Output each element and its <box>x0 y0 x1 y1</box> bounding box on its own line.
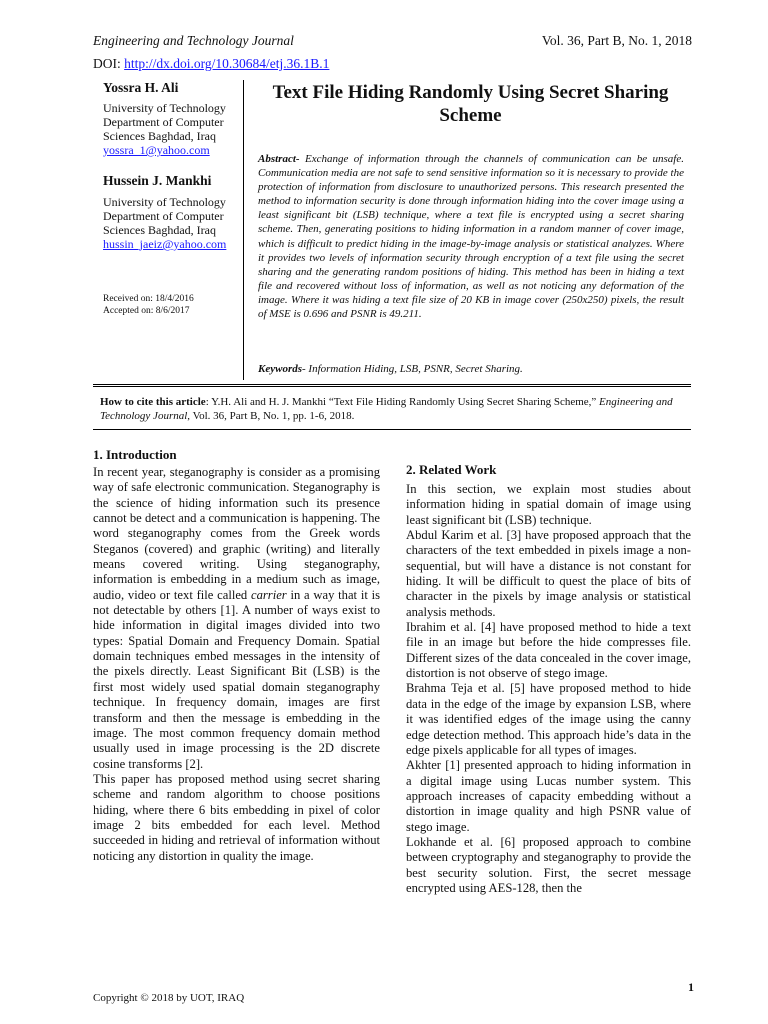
paragraph: Lokhande et al. [6] proposed approach to combine between cryptography and steganography to provide the best security solution. First, the secret message encrypted using AES-128, then the <box>406 834 691 895</box>
italic-term: carrier <box>251 587 287 602</box>
abstract <box>258 152 684 321</box>
horizontal-divider <box>93 386 691 387</box>
author-email-link[interactable]: yossra_1@yahoo.com <box>103 143 210 157</box>
citation-box <box>100 395 685 423</box>
paper-title: Text File Hiding Randomly Using Secret Sharing Scheme <box>272 82 669 126</box>
page-number: 1 <box>688 980 694 994</box>
abstract-text: Exchange of information through the channels of communication can be unsafe. Communication media are not safe to send sensitive information so it is necessary to provide the protection of information from disclosure to unauthorized persons. This research presented the method to information security is done through information hiding into the cover image using a least significant bit (LSB) technique, where a text file is encrypted using a secret sharing scheme. Then, generating positions to hiding information in a random manner of cover image, which is difficult to predict hiding in the image-by-image analysis or statistical analyzes. Where it provides two levels of information security through encryption of a text file using the secret sharing and the generating random positions of hiding. This method has been in hiding a text file and recovered without loss of information, as well as not noticing any deformation of the image. Where it was hiding a text file size of 20 KB in image cover (250x250) pixels, the result of MSE is 0.696 and PSNR is 49.211. <box>258 153 684 321</box>
author-affiliation <box>103 101 243 157</box>
paragraph: Abdul Karim et al. [3] have proposed approach that the characters of the text embedded in pixels image a non-sequential, but will have a distance is not constant for hiding. It will be difficult to quest the place of bits of character in the pixels by image analysis or statistical analysis methods. <box>406 528 691 619</box>
author-block-1 <box>103 80 243 157</box>
author-block-2 <box>103 173 243 251</box>
paragraph <box>93 465 380 772</box>
paragraph: This paper has proposed method using secret sharing scheme and random algorithm to choose positions hiding, where there 6 bits embedding in pixel of color image 2 bits embedded for each level. Method succeeded in hiding and retrieval of information without noticing any distortion in quality the image. <box>93 771 380 863</box>
citation-details: , Vol. 36, Part B, No. 1, pp. 1-6, 2018. <box>187 410 355 422</box>
paragraph: In this section, we explain most studies about information hiding in spatial domain of image using least significant bit (LSB) technique. <box>406 482 691 527</box>
doi-link[interactable]: http://dx.doi.org/10.30684/etj.36.1B.1 <box>124 56 330 71</box>
received-date: Received on: 18/4/2016 <box>103 294 194 304</box>
citation-journal: Engineering and Technology Journal <box>100 396 673 422</box>
copyright-notice: Copyright © 2018 by UOT, IRAQ <box>93 992 245 1004</box>
horizontal-divider <box>93 429 691 430</box>
accepted-date: Accepted on: 8/6/2017 <box>103 306 190 316</box>
section-heading-related-work: 2. Related Work <box>406 462 497 477</box>
paragraph-text: In recent year, steganography is consider as a promising way of safe electronic communication. Steganography is the science of hiding information such its presence cannot be detect and a communication is happening. The word steganography comes from the Greek words Steganos (covered) and graphic (writing) and literally means covered writing. Using steganography, information is embedding in a medium such as image, audio, video or text file called <box>93 465 380 602</box>
keywords-text: - Information Hiding, LSB, PSNR, Secret Sharing. <box>302 363 523 375</box>
horizontal-divider <box>93 384 691 385</box>
citation-label: How to cite this article <box>100 396 206 408</box>
author-affiliation <box>103 195 243 251</box>
vertical-divider <box>243 80 244 380</box>
affiliation-text: University of Technology Department of Computer Sciences Baghdad, Iraq <box>103 195 226 237</box>
paragraph-text: in a way that it is not detectable by others [1]. A number of ways exist to hide information in digital images divided into two types: Spatial Domain and Frequency Domain. Spatial domain techniques embed messages in the intensity of the pixels directly. Least Significant Bit (LSB) is the first most widely used spatial domain steganography technique. In frequency domain, images are first transform and then the message is embedding in the image. The most common frequency domain method usually used in image processing is the 2D discrete cosine transforms [2]. <box>93 587 381 771</box>
abstract-label: Abstract- <box>258 153 300 165</box>
keywords-label: Keywords <box>258 363 302 375</box>
paragraph: Akhter [1] presented approach to hiding information in a digital image using Lucas number system. This approach increases of capacity embedding without a distortion in image quality and high PSNR value of stego image. <box>406 758 691 834</box>
author-email-link[interactable]: hussin_jaeiz@yahoo.com <box>103 237 227 251</box>
author-name: Yossra H. Ali <box>103 80 179 95</box>
paragraph: Brahma Teja et al. [5] have proposed method to hide data in the edge of the image by expansion LSB, where it was identified edges of the image using the canny edge detection method. This approach hide’s data in the edge pixels applicable for all types of images. <box>406 681 691 757</box>
doi-line <box>93 56 329 72</box>
citation-text: : Y.H. Ali and H. J. Mankhi “Text File Hiding Randomly Using Secret Sharing Scheme,” <box>205 396 600 408</box>
introduction-body <box>93 465 380 864</box>
affiliation-text: University of Technology Department of Computer Sciences Baghdad, Iraq <box>103 101 226 143</box>
submission-dates <box>103 293 194 317</box>
paragraph: Ibrahim et al. [4] have proposed method to hide a text file in an image but before the hide compresses file. Different sizes of the data concealed in the cover image, distortion is not observe of stego image. <box>406 620 691 681</box>
volume-info: Vol. 36, Part B, No. 1, 2018 <box>541 33 692 48</box>
doi-label: DOI: <box>93 56 121 71</box>
section-heading-introduction: 1. Introduction <box>93 447 177 462</box>
keywords <box>258 363 684 375</box>
related-work-body <box>406 482 691 896</box>
author-name: Hussein J. Mankhi <box>103 173 212 188</box>
journal-name: Engineering and Technology Journal <box>93 33 294 48</box>
